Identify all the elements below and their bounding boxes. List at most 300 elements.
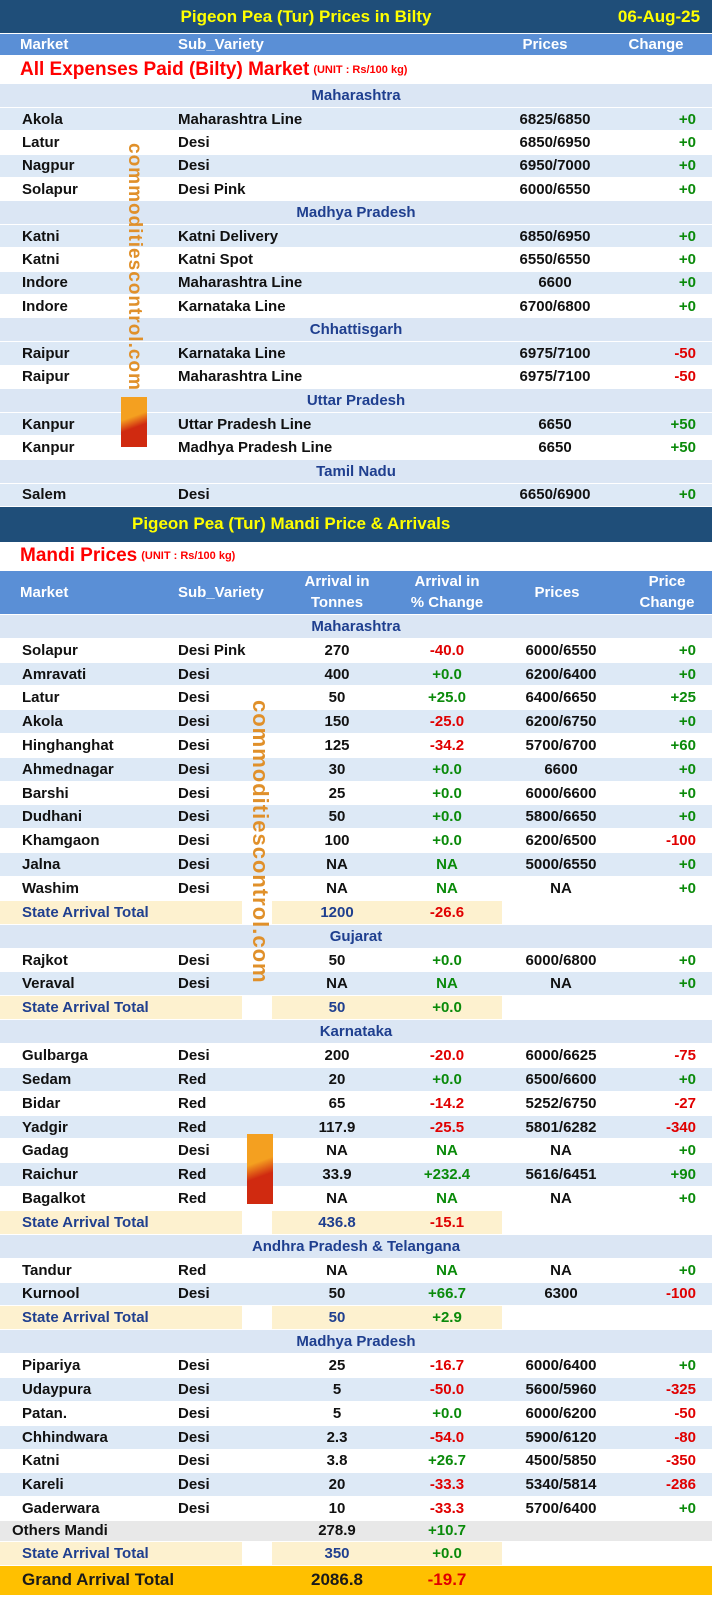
state-total-pct: -15.1 [429,1213,465,1231]
price-change: +0 [678,1189,696,1207]
market-name: Bidar [22,1094,61,1112]
state-name: Chhattisgarh [309,321,403,339]
arrival-tonnes: 3.8 [326,1452,348,1470]
sub-variety: Red [178,1118,207,1136]
arrival-tonnes: 25 [328,784,346,802]
state-name: Gujarat [329,927,383,945]
sub-variety: Maharashtra Line [178,274,303,292]
sub-variety: Desi [178,1452,210,1470]
watermark-text: commoditiescontrol.com [124,143,145,391]
market-name: Kanpur [22,438,75,456]
price-change: +0 [678,133,696,151]
col-subvariety-header: Sub_Variety [178,583,264,601]
table-row [0,1378,712,1402]
state-header [0,1235,712,1259]
sub-variety: Red [178,1166,207,1184]
bilty-title-bar [0,0,712,34]
table-row [0,758,712,782]
price-change: +25 [670,689,696,707]
price-change: +0 [678,975,696,993]
price-value: 6000/6200 [525,1404,597,1422]
table-row [0,782,712,806]
table-row [0,413,712,436]
table-row [0,972,712,996]
table-row [0,178,712,201]
section-label-text: Mandi Prices [20,545,138,567]
price-value: 6400/6650 [525,689,597,707]
sub-variety: Desi [178,784,210,802]
table-row [0,1163,712,1187]
bilty-title: Pigeon Pea (Tur) Prices in Bilty [180,6,432,26]
arrival-pct-change: +0.0 [432,1404,462,1422]
arrival-tonnes: 50 [328,951,346,969]
table-row [0,272,712,295]
arrival-pct-change: +0.0 [432,665,462,683]
arrival-tonnes: 150 [324,713,350,731]
arrival-tonnes: 30 [328,760,346,778]
price-value: 6300 [544,1285,578,1303]
arrival-pct-change: -14.2 [429,1094,465,1112]
bilty-header-row [0,34,712,56]
price-value: 6000/6625 [525,1047,597,1065]
table-row [0,108,712,131]
arrival-tonnes: 50 [328,808,346,826]
arrival-tonnes: 50 [328,1285,346,1303]
sub-variety: Desi [178,1476,210,1494]
price-value: 6700/6800 [519,297,591,315]
price-value: NA [550,879,572,897]
sub-variety: Desi [178,1047,210,1065]
price-value: 6200/6500 [525,832,597,850]
price-value: 6000/6800 [525,951,597,969]
price-value: 5801/6282 [525,1118,597,1136]
price-value: 6825/6850 [519,110,591,128]
sub-variety: Red [178,1189,207,1207]
unit-label: (UNIT : Rs/100 kg) [141,550,236,563]
arrival-tonnes: 20 [328,1476,346,1494]
arrival-tonnes: 5 [332,1404,342,1422]
sub-variety: Desi [178,157,210,175]
report-date: 06-Aug-25 [617,6,701,26]
market-name: Katni [22,227,60,245]
sub-variety: Katni Delivery [178,227,279,245]
arrival-pct-change: NA [436,975,458,993]
price-change: -50 [674,345,696,363]
col-market-header: Market [20,36,69,53]
arrival-tonnes: 50 [328,689,346,707]
arrival-pct-change: NA [436,1189,458,1207]
mandi-header-row [0,571,712,615]
sub-variety: Desi [178,1500,210,1518]
arrival-pct-change: +0.0 [432,784,462,802]
state-header [0,460,712,484]
market-name: Latur [22,133,60,151]
state-name: Maharashtra [311,87,401,104]
price-value: 6975/7100 [519,368,591,386]
table-row [0,1283,712,1307]
arrival-tonnes: NA [326,879,348,897]
price-change: +60 [670,736,696,754]
sub-variety: Desi [178,1404,210,1422]
price-value: 5800/6650 [525,808,597,826]
table-row [0,1354,712,1378]
sub-variety: Maharashtra Line [178,368,303,386]
state-header [0,925,712,949]
market-name: Gaderwara [22,1500,100,1518]
col-arrival-header-line1: Arrival in [304,573,370,591]
col-arrival-header-line2: Tonnes [310,594,364,612]
table-row [0,1259,712,1283]
arrival-pct-change: NA [436,879,458,897]
mandi-section-label-row [0,543,712,571]
arrival-tonnes: 2.3 [326,1428,348,1446]
price-value: 5700/6700 [525,736,597,754]
price-value: 6000/6400 [525,1357,597,1375]
state-total-pct: +0.0 [432,999,462,1017]
arrival-pct-change: -25.0 [429,713,465,731]
market-name: Raipur [22,368,70,386]
state-total-label: State Arrival Total [22,1213,149,1231]
price-change: -100 [665,1285,696,1303]
sub-variety: Desi [178,855,210,873]
sub-variety: Katni Spot [178,251,253,269]
price-value: 5340/5814 [525,1476,597,1494]
sub-variety: Red [178,1094,207,1112]
price-change: -50 [674,368,696,386]
col-market-header: Market [20,583,69,601]
market-name: Nagpur [22,157,75,175]
price-value: 4500/5850 [525,1452,597,1470]
price-value: NA [550,1261,572,1279]
price-value: 6850/6950 [519,133,591,151]
market-name: Udaypura [22,1381,92,1399]
price-value: 6600 [538,274,572,292]
state-total-label: State Arrival Total [22,903,149,921]
col-arrival-pct-header-line2: % Change [410,594,484,612]
arrival-pct-change: +0.0 [432,951,462,969]
market-name: Akola [22,713,63,731]
table-row [0,1068,712,1092]
table-row [0,710,712,734]
market-name: Raipur [22,345,70,363]
arrival-pct-change: +10.7 [428,1522,466,1540]
bilty-section-label-row [0,56,712,84]
sub-variety: Desi [178,951,210,969]
state-name: Tamil Nadu [316,462,396,480]
price-change: +50 [670,415,696,433]
arrival-tonnes: NA [326,855,348,873]
sub-variety: Desi [178,1381,210,1399]
arrival-pct-change: +232.4 [423,1166,471,1184]
market-name: Pipariya [22,1357,81,1375]
arrival-tonnes: 100 [324,832,350,850]
arrival-pct-change: -25.5 [429,1118,465,1136]
price-change: +0 [678,1070,696,1088]
state-total-pct: -26.6 [429,903,465,921]
price-change: -325 [665,1381,696,1399]
price-change: -50 [674,1404,696,1422]
table-row [0,1402,712,1426]
section-label [20,56,620,83]
price-change: -100 [665,832,696,850]
sub-variety: Madhya Pradesh Line [178,438,333,456]
table-row [0,734,712,758]
arrival-tonnes: 5 [332,1381,342,1399]
watermark-top [118,143,150,448]
arrival-pct-change: -34.2 [429,736,465,754]
table-row [0,131,712,154]
state-total-row [0,1542,712,1566]
arrival-pct-change: +25.0 [428,689,466,707]
col-prices-header: Prices [522,36,568,53]
price-change: -27 [674,1094,696,1112]
market-name: Barshi [22,784,69,802]
others-mandi-row [0,1521,712,1542]
state-total-label: State Arrival Total [22,999,149,1017]
price-change: +0 [678,808,696,826]
table-row [0,1116,712,1140]
arrival-pct-change: +66.7 [428,1285,466,1303]
table-row [0,1497,712,1521]
arrival-tonnes: NA [326,1261,348,1279]
price-change: -80 [674,1428,696,1446]
table-row [0,342,712,365]
watermark-logo [247,1134,273,1204]
price-value: 6000/6600 [525,784,597,802]
price-change: -350 [665,1452,696,1470]
state-total-label: State Arrival Total [22,1544,149,1562]
price-change: +0 [678,1142,696,1160]
table-row [0,366,712,389]
sub-variety: Desi [178,808,210,826]
watermark-logo [121,397,147,447]
price-value: 5900/6120 [525,1428,597,1446]
arrival-pct-change: +0.0 [432,760,462,778]
table-row [0,1426,712,1450]
col-arrival-pct-header-line1: Arrival in [414,573,480,591]
sub-variety: Desi [178,1142,210,1160]
table-row [0,295,712,318]
arrival-tonnes: 200 [324,1047,350,1065]
price-change: +50 [670,438,696,456]
market-name: Gadag [22,1142,69,1160]
sub-variety: Desi Pink [178,641,246,659]
state-total-row [0,996,712,1020]
sub-variety: Desi [178,665,210,683]
grand-total-row [0,1566,712,1596]
mandi-title-bar [0,507,712,543]
sub-variety: Uttar Pradesh Line [178,415,312,433]
sub-variety: Desi [178,689,210,707]
col-arrival-header [282,571,392,614]
sub-variety: Desi [178,1357,210,1375]
state-total-label: State Arrival Total [22,1309,149,1327]
others-label: Others Mandi [12,1522,108,1540]
market-name: Patan. [22,1404,68,1422]
state-name: Madhya Pradesh [296,204,416,222]
price-change: -286 [665,1476,696,1494]
arrival-pct-change: -16.7 [429,1357,465,1375]
sub-variety: Desi [178,133,210,151]
col-prices-header: Prices [534,583,580,601]
table-row [0,829,712,853]
price-change: +0 [678,486,696,504]
price-change: +0 [678,227,696,245]
sub-variety: Desi [178,713,210,731]
market-name: Gulbarga [22,1047,88,1065]
sub-variety: Red [178,1070,207,1088]
watermark-bottom [244,700,276,1210]
market-name: Washim [22,879,79,897]
market-name: Amravati [22,665,87,683]
col-arrival-pct-header [392,571,502,614]
state-total-row [0,1211,712,1235]
arrival-pct-change: -33.3 [429,1476,465,1494]
table-row [0,1187,712,1211]
state-name: Karnataka [319,1023,393,1041]
watermark-text: commoditiescontrol.com [248,700,273,984]
arrival-pct-change: NA [436,1261,458,1279]
market-name: Dudhani [22,808,82,826]
market-name: Veraval [22,975,75,993]
price-value: 6200/6400 [525,665,597,683]
market-name: Rajkot [22,951,68,969]
market-name: Yadgir [22,1118,68,1136]
market-name: Latur [22,689,60,707]
price-change: +0 [678,641,696,659]
price-value: 6650 [538,438,572,456]
price-value: 6000/6550 [525,641,597,659]
price-change: +0 [678,760,696,778]
price-value: 6550/6550 [519,251,591,269]
state-header [0,1330,712,1354]
price-value: 6000/6550 [519,180,591,198]
market-name: Ahmednagar [22,760,114,778]
arrival-tonnes: 278.9 [318,1522,356,1540]
arrival-tonnes: 117.9 [318,1118,356,1136]
sub-variety: Desi [178,879,210,897]
price-change: +90 [670,1166,696,1184]
arrival-pct-change: -50.0 [429,1381,465,1399]
market-name: Indore [22,274,68,292]
price-value: 6200/6750 [525,713,597,731]
price-value: 6850/6950 [519,227,591,245]
table-row [0,248,712,271]
market-name: Chhindwara [22,1428,108,1446]
arrival-tonnes: NA [326,975,348,993]
price-change: -75 [674,1047,696,1065]
arrival-pct-change: -33.3 [429,1500,465,1518]
price-change: +0 [678,274,696,292]
sub-variety: Karnataka Line [178,345,286,363]
price-change: +0 [678,855,696,873]
mandi-title: Pigeon Pea (Tur) Mandi Price & Arrivals [132,514,451,534]
state-header [0,389,712,413]
price-value: 5252/6750 [525,1094,597,1112]
section-label-text: All Expenses Paid (Bilty) Market [20,58,310,80]
grand-total-label: Grand Arrival Total [22,1570,175,1590]
price-change: +0 [678,879,696,897]
arrival-pct-change: -40.0 [429,641,465,659]
col-change-header: Change [628,36,684,53]
market-name: Katni [22,1452,60,1470]
table-row [0,949,712,973]
arrival-pct-change: NA [436,1142,458,1160]
arrival-tonnes: 125 [324,736,350,754]
col-price-change-header-line2: Change [639,594,695,612]
table-row [0,225,712,248]
market-name: Akola [22,110,63,128]
state-total-row [0,1306,712,1330]
sub-variety: Maharashtra Line [178,110,303,128]
market-name: Bagalkot [22,1189,86,1207]
price-value: 6500/6600 [525,1070,597,1088]
market-name: Kanpur [22,415,75,433]
table-row [0,1473,712,1497]
state-name: Madhya Pradesh [296,1333,416,1351]
market-name: Katni [22,251,60,269]
market-name: Solapur [22,180,78,198]
table-row [0,1092,712,1116]
state-total-pct: +0.0 [432,1544,462,1562]
table-row [0,484,712,507]
market-name: Kurnool [22,1285,80,1303]
state-name: Uttar Pradesh [306,391,406,409]
arrival-pct-change: -20.0 [429,1047,465,1065]
state-header [0,615,712,639]
state-header [0,1020,712,1044]
sub-variety: Desi [178,832,210,850]
state-header [0,318,712,342]
price-change: +0 [678,180,696,198]
state-name: Andhra Pradesh & Telangana [251,1237,461,1255]
sub-variety: Desi [178,975,210,993]
price-change: +0 [678,251,696,269]
price-change: +0 [678,951,696,969]
price-value: 5000/6550 [525,855,597,873]
price-value: 5616/6451 [525,1166,597,1184]
price-value: 6650 [538,415,572,433]
arrival-pct-change: -54.0 [429,1428,465,1446]
price-value: NA [550,1189,572,1207]
table-row [0,1139,712,1163]
state-total-pct: +2.9 [432,1309,462,1327]
market-name: Jalna [22,855,61,873]
arrival-tonnes: NA [326,1189,348,1207]
price-change: +0 [678,1500,696,1518]
section-label [20,543,620,570]
market-name: Khamgaon [22,832,100,850]
price-change: +0 [678,157,696,175]
market-name: Sedam [22,1070,72,1088]
table-row [0,155,712,178]
price-change: +0 [678,713,696,731]
price-change: +0 [678,297,696,315]
sub-variety: Desi [178,736,210,754]
arrival-pct-change: +0.0 [432,1070,462,1088]
sub-variety: Karnataka Line [178,297,286,315]
price-value: 6950/7000 [519,157,591,175]
price-value: 6600 [544,760,578,778]
state-header [0,84,712,108]
price-value: 5700/6400 [525,1500,597,1518]
arrival-pct-change: +0.0 [432,832,462,850]
table-row [0,1044,712,1068]
market-name: Kareli [22,1476,64,1494]
price-value: NA [550,975,572,993]
col-price-change-header-line1: Price [648,573,686,591]
price-value: 6650/6900 [519,486,591,504]
